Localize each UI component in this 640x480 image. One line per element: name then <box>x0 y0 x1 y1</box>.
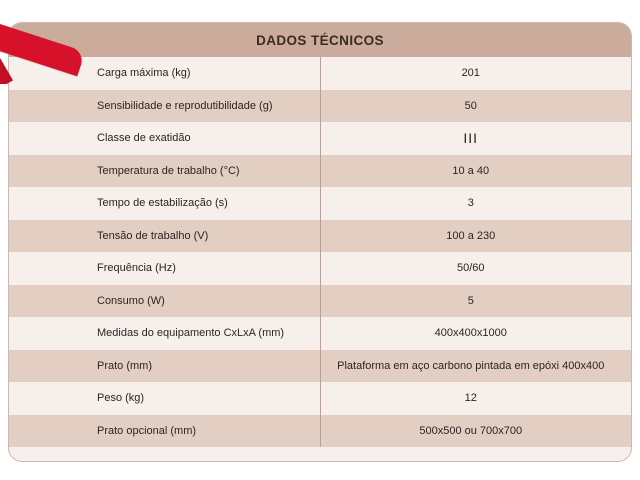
table-row <box>9 350 631 383</box>
row-label: Tensão de trabalho (V) <box>9 220 320 253</box>
row-value: 50/60 <box>320 252 631 285</box>
row-label: Prato opcional (mm) <box>9 415 320 448</box>
row-label: Prato (mm) <box>9 350 320 383</box>
table-row <box>9 90 631 123</box>
table-body <box>9 23 631 447</box>
row-label: Classe de exatidão <box>9 122 320 155</box>
row-value: III <box>320 122 631 155</box>
table-row <box>9 252 631 285</box>
table-row <box>9 382 631 415</box>
row-value: 5 <box>320 285 631 318</box>
table-row <box>9 187 631 220</box>
technical-data-table <box>9 23 631 447</box>
row-value: 12 <box>320 382 631 415</box>
row-label: Tempo de estabilização (s) <box>9 187 320 220</box>
row-value: 50 <box>320 90 631 123</box>
row-label: Frequência (Hz) <box>9 252 320 285</box>
table-row <box>9 155 631 188</box>
row-label: Sensibilidade e reprodutibilidade (g) <box>9 90 320 123</box>
table-row <box>9 57 631 90</box>
technical-data-card <box>8 22 632 462</box>
table-row <box>9 122 631 155</box>
table-row <box>9 415 631 448</box>
row-label: Temperatura de trabalho (°C) <box>9 155 320 188</box>
row-label: Consumo (W) <box>9 285 320 318</box>
row-label: Carga máxima (kg) <box>9 57 320 90</box>
row-value: 100 a 230 <box>320 220 631 253</box>
table-row <box>9 285 631 318</box>
table-row <box>9 220 631 253</box>
row-value: 201 <box>320 57 631 90</box>
row-label: Medidas do equipamento CxLxA (mm) <box>9 317 320 350</box>
table-title-row <box>9 23 631 57</box>
row-label: Peso (kg) <box>9 382 320 415</box>
table-row <box>9 317 631 350</box>
row-value: 10 a 40 <box>320 155 631 188</box>
page-title: DADOS TÉCNICOS <box>9 23 631 57</box>
row-value: 500x500 ou 700x700 <box>320 415 631 448</box>
row-value: Plataforma em aço carbono pintada em epóxi 400x400 <box>320 350 631 383</box>
row-value: 3 <box>320 187 631 220</box>
row-value: 400x400x1000 <box>320 317 631 350</box>
